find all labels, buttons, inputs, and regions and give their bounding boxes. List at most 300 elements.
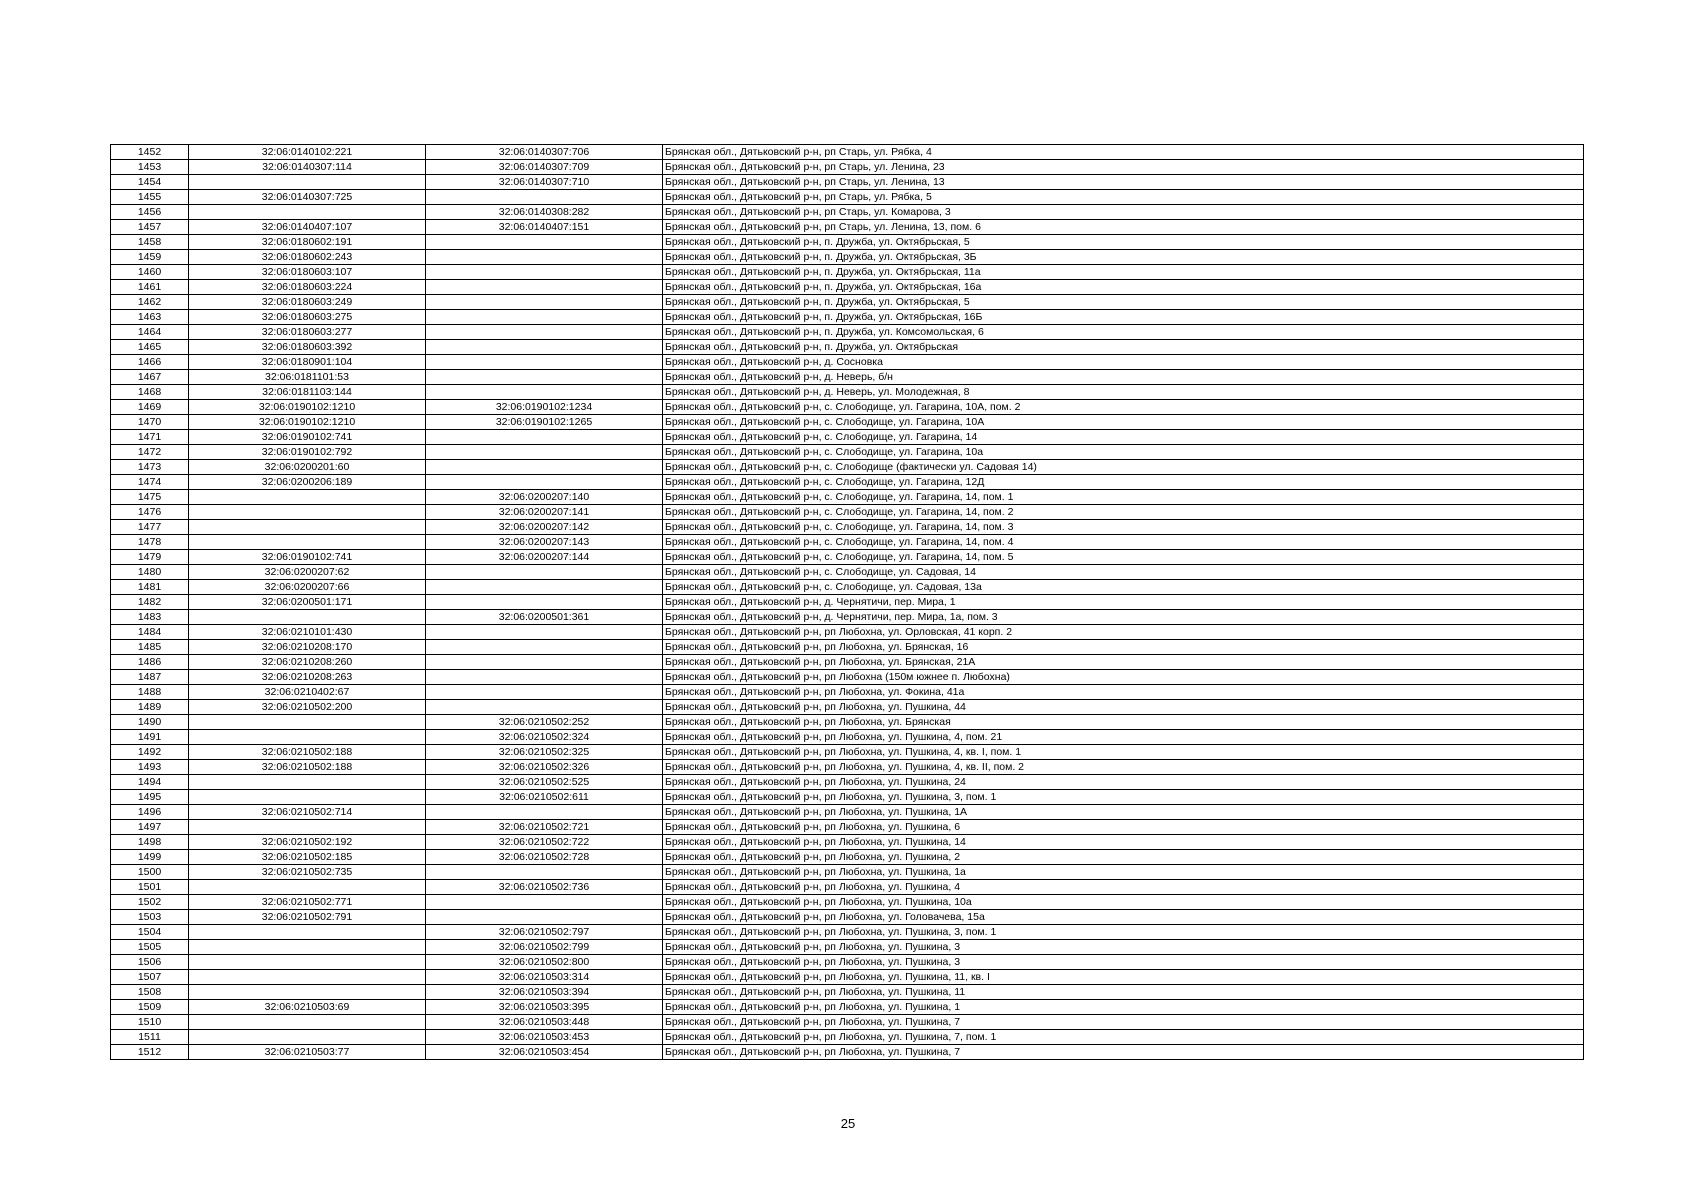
- object-cadastral-number-cell: 32:06:0210502:611: [426, 790, 663, 805]
- address-cell: Брянская обл., Дятьковский р-н, рп Любохна, ул. Фокина, 41а: [663, 685, 1584, 700]
- cadastral-number-cell: 32:06:0210502:192: [189, 835, 426, 850]
- register-table-body: [111, 145, 1584, 1060]
- cadastral-number-cell: [189, 505, 426, 520]
- address-cell: Брянская обл., Дятьковский р-н, рп Любохна, ул. Пушкина, 4, кв. II, пом. 2: [663, 760, 1584, 775]
- cadastral-number-cell: 32:06:0210502:714: [189, 805, 426, 820]
- cadastral-number-cell: [189, 970, 426, 985]
- cadastral-number-cell: [189, 775, 426, 790]
- address-cell: Брянская обл., Дятьковский р-н, рп Любохна, ул. Пушкина, 44: [663, 700, 1584, 715]
- row-number-cell: 1458: [111, 235, 189, 250]
- object-cadastral-number-cell: 32:06:0200207:142: [426, 520, 663, 535]
- object-cadastral-number-cell: [426, 700, 663, 715]
- cadastral-number-cell: 32:06:0140307:725: [189, 190, 426, 205]
- cadastral-number-cell: 32:06:0140407:107: [189, 220, 426, 235]
- object-cadastral-number-cell: 32:06:0200207:143: [426, 535, 663, 550]
- object-cadastral-number-cell: 32:06:0210502:721: [426, 820, 663, 835]
- cadastral-number-cell: 32:06:0190102:1210: [189, 400, 426, 415]
- object-cadastral-number-cell: 32:06:0210503:448: [426, 1015, 663, 1030]
- row-number-cell: 1475: [111, 490, 189, 505]
- cadastral-number-cell: 32:06:0210502:185: [189, 850, 426, 865]
- address-cell: Брянская обл., Дятьковский р-н, п. Дружба, ул. Комсомольская, 6: [663, 325, 1584, 340]
- object-cadastral-number-cell: 32:06:0140308:282: [426, 205, 663, 220]
- object-cadastral-number-cell: [426, 670, 663, 685]
- object-cadastral-number-cell: [426, 475, 663, 490]
- address-cell: Брянская обл., Дятьковский р-н, п. Дружба, ул. Октябрьская, 5: [663, 235, 1584, 250]
- object-cadastral-number-cell: [426, 295, 663, 310]
- object-cadastral-number-cell: [426, 310, 663, 325]
- table-row: [111, 685, 1584, 700]
- row-number-cell: 1468: [111, 385, 189, 400]
- object-cadastral-number-cell: [426, 805, 663, 820]
- address-cell: Брянская обл., Дятьковский р-н, рп Любохна, ул. Пушкина, 24: [663, 775, 1584, 790]
- object-cadastral-number-cell: 32:06:0210503:454: [426, 1045, 663, 1060]
- address-cell: Брянская обл., Дятьковский р-н, д. Чернятичи, пер. Мира, 1: [663, 595, 1584, 610]
- object-cadastral-number-cell: 32:06:0210503:395: [426, 1000, 663, 1015]
- row-number-cell: 1488: [111, 685, 189, 700]
- row-number-cell: 1485: [111, 640, 189, 655]
- object-cadastral-number-cell: 32:06:0210502:728: [426, 850, 663, 865]
- address-cell: Брянская обл., Дятьковский р-н, с. Слободище, ул. Гагарина, 14, пом. 1: [663, 490, 1584, 505]
- cadastral-number-cell: 32:06:0180603:275: [189, 310, 426, 325]
- object-cadastral-number-cell: [426, 625, 663, 640]
- address-cell: Брянская обл., Дятьковский р-н, п. Дружба, ул. Октябрьская: [663, 340, 1584, 355]
- address-cell: Брянская обл., Дятьковский р-н, рп Любохна, ул. Пушкина, 3: [663, 955, 1584, 970]
- table-row: [111, 625, 1584, 640]
- cadastral-number-cell: 32:06:0190102:1210: [189, 415, 426, 430]
- address-cell: Брянская обл., Дятьковский р-н, с. Слободище, ул. Садовая, 13а: [663, 580, 1584, 595]
- object-cadastral-number-cell: 32:06:0210502:797: [426, 925, 663, 940]
- address-cell: Брянская обл., Дятьковский р-н, рп Старь, ул. Ленина, 13: [663, 175, 1584, 190]
- table-row: [111, 475, 1584, 490]
- table-row: [111, 895, 1584, 910]
- table-row: [111, 325, 1584, 340]
- cadastral-number-cell: [189, 790, 426, 805]
- row-number-cell: 1501: [111, 880, 189, 895]
- table-row: [111, 370, 1584, 385]
- row-number-cell: 1487: [111, 670, 189, 685]
- row-number-cell: 1495: [111, 790, 189, 805]
- cadastral-number-cell: 32:06:0180603:224: [189, 280, 426, 295]
- cadastral-number-cell: 32:06:0180901:104: [189, 355, 426, 370]
- table-row: [111, 175, 1584, 190]
- object-cadastral-number-cell: [426, 685, 663, 700]
- table-row: [111, 835, 1584, 850]
- object-cadastral-number-cell: 32:06:0200207:144: [426, 550, 663, 565]
- object-cadastral-number-cell: 32:06:0200207:140: [426, 490, 663, 505]
- cadastral-number-cell: 32:06:0210101:430: [189, 625, 426, 640]
- cadastral-number-cell: 32:06:0180603:277: [189, 325, 426, 340]
- cadastral-number-cell: 32:06:0200207:62: [189, 565, 426, 580]
- object-cadastral-number-cell: 32:06:0210502:325: [426, 745, 663, 760]
- address-cell: Брянская обл., Дятьковский р-н, рп Любохна, ул. Орловская, 41 корп. 2: [663, 625, 1584, 640]
- row-number-cell: 1508: [111, 985, 189, 1000]
- cadastral-number-cell: 32:06:0190102:792: [189, 445, 426, 460]
- address-cell: Брянская обл., Дятьковский р-н, рп Любохна, ул. Пушкина, 2: [663, 850, 1584, 865]
- cadastral-number-cell: [189, 175, 426, 190]
- object-cadastral-number-cell: [426, 325, 663, 340]
- address-cell: Брянская обл., Дятьковский р-н, п. Дружба, ул. Октябрьская, 16Б: [663, 310, 1584, 325]
- table-row: [111, 970, 1584, 985]
- address-cell: Брянская обл., Дятьковский р-н, рп Любохна, ул. Пушкина, 4: [663, 880, 1584, 895]
- row-number-cell: 1459: [111, 250, 189, 265]
- cadastral-number-cell: [189, 940, 426, 955]
- row-number-cell: 1509: [111, 1000, 189, 1015]
- address-cell: Брянская обл., Дятьковский р-н, рп Любохна, ул. Пушкина, 1: [663, 1000, 1584, 1015]
- address-cell: Брянская обл., Дятьковский р-н, рп Любохна, ул. Пушкина, 7: [663, 1015, 1584, 1030]
- table-row: [111, 385, 1584, 400]
- object-cadastral-number-cell: [426, 250, 663, 265]
- address-cell: Брянская обл., Дятьковский р-н, рп Любохна, ул. Пушкина, 14: [663, 835, 1584, 850]
- address-cell: Брянская обл., Дятьковский р-н, д. Неверь, ул. Молодежная, 8: [663, 385, 1584, 400]
- row-number-cell: 1470: [111, 415, 189, 430]
- row-number-cell: 1500: [111, 865, 189, 880]
- address-cell: Брянская обл., Дятьковский р-н, с. Слободище, ул. Гагарина, 10А: [663, 415, 1584, 430]
- row-number-cell: 1465: [111, 340, 189, 355]
- row-number-cell: 1486: [111, 655, 189, 670]
- table-row: [111, 910, 1584, 925]
- object-cadastral-number-cell: [426, 280, 663, 295]
- table-row: [111, 550, 1584, 565]
- address-cell: Брянская обл., Дятьковский р-н, рп Любохна, ул. Пушкина, 7: [663, 1045, 1584, 1060]
- object-cadastral-number-cell: [426, 430, 663, 445]
- object-cadastral-number-cell: [426, 460, 663, 475]
- cadastral-number-cell: 32:06:0140307:114: [189, 160, 426, 175]
- row-number-cell: 1479: [111, 550, 189, 565]
- table-row: [111, 670, 1584, 685]
- address-cell: Брянская обл., Дятьковский р-н, рп Старь, ул. Ленина, 13, пом. 6: [663, 220, 1584, 235]
- cadastral-number-cell: 32:06:0200501:171: [189, 595, 426, 610]
- object-cadastral-number-cell: 32:06:0210502:800: [426, 955, 663, 970]
- table-row: [111, 700, 1584, 715]
- table-row: [111, 580, 1584, 595]
- row-number-cell: 1457: [111, 220, 189, 235]
- cadastral-number-cell: 32:06:0180603:107: [189, 265, 426, 280]
- address-cell: Брянская обл., Дятьковский р-н, рп Любохна, ул. Пушкина, 6: [663, 820, 1584, 835]
- table-row: [111, 775, 1584, 790]
- object-cadastral-number-cell: 32:06:0210503:314: [426, 970, 663, 985]
- table-row: [111, 805, 1584, 820]
- table-row: [111, 265, 1584, 280]
- address-cell: Брянская обл., Дятьковский р-н, с. Слободище, ул. Садовая, 14: [663, 565, 1584, 580]
- row-number-cell: 1490: [111, 715, 189, 730]
- table-row: [111, 565, 1584, 580]
- row-number-cell: 1497: [111, 820, 189, 835]
- cadastral-number-cell: [189, 820, 426, 835]
- address-cell: Брянская обл., Дятьковский р-н, с. Слободище, ул. Гагарина, 14, пом. 4: [663, 535, 1584, 550]
- cadastral-number-cell: 32:06:0200206:189: [189, 475, 426, 490]
- address-cell: Брянская обл., Дятьковский р-н, рп Любохна, ул. Пушкина, 11: [663, 985, 1584, 1000]
- cadastral-number-cell: 32:06:0181101:53: [189, 370, 426, 385]
- address-cell: Брянская обл., Дятьковский р-н, с. Слободище, ул. Гагарина, 14, пом. 5: [663, 550, 1584, 565]
- object-cadastral-number-cell: 32:06:0210502:736: [426, 880, 663, 895]
- row-number-cell: 1510: [111, 1015, 189, 1030]
- row-number-cell: 1472: [111, 445, 189, 460]
- table-row: [111, 715, 1584, 730]
- object-cadastral-number-cell: [426, 235, 663, 250]
- address-cell: Брянская обл., Дятьковский р-н, с. Слободище, ул. Гагарина, 12Д: [663, 475, 1584, 490]
- table-row: [111, 1045, 1584, 1060]
- object-cadastral-number-cell: [426, 385, 663, 400]
- row-number-cell: 1507: [111, 970, 189, 985]
- address-cell: Брянская обл., Дятьковский р-н, п. Дружба, ул. Октябрьская, 16а: [663, 280, 1584, 295]
- object-cadastral-number-cell: 32:06:0200207:141: [426, 505, 663, 520]
- row-number-cell: 1462: [111, 295, 189, 310]
- object-cadastral-number-cell: 32:06:0210502:252: [426, 715, 663, 730]
- table-row: [111, 1000, 1584, 1015]
- object-cadastral-number-cell: 32:06:0210502:525: [426, 775, 663, 790]
- address-cell: Брянская обл., Дятьковский р-н, рп Любохна, ул. Брянская, 21А: [663, 655, 1584, 670]
- table-row: [111, 220, 1584, 235]
- cadastral-number-cell: [189, 205, 426, 220]
- object-cadastral-number-cell: 32:06:0140307:710: [426, 175, 663, 190]
- table-row: [111, 1030, 1584, 1045]
- table-row: [111, 355, 1584, 370]
- row-number-cell: 1493: [111, 760, 189, 775]
- table-row: [111, 985, 1584, 1000]
- row-number-cell: 1504: [111, 925, 189, 940]
- object-cadastral-number-cell: 32:06:0140407:151: [426, 220, 663, 235]
- table-row: [111, 790, 1584, 805]
- cadastral-number-cell: 32:06:0210502:735: [189, 865, 426, 880]
- cadastral-number-cell: 32:06:0180602:243: [189, 250, 426, 265]
- object-cadastral-number-cell: 32:06:0190102:1265: [426, 415, 663, 430]
- cadastral-number-cell: [189, 535, 426, 550]
- address-cell: Брянская обл., Дятьковский р-н, рп Любохна, ул. Пушкина, 3, пом. 1: [663, 790, 1584, 805]
- object-cadastral-number-cell: [426, 355, 663, 370]
- table-row: [111, 610, 1584, 625]
- row-number-cell: 1473: [111, 460, 189, 475]
- address-cell: Брянская обл., Дятьковский р-н, рп Любохна, ул. Пушкина, 7, пом. 1: [663, 1030, 1584, 1045]
- row-number-cell: 1512: [111, 1045, 189, 1060]
- property-register-table: [110, 144, 1584, 1060]
- table-row: [111, 400, 1584, 415]
- object-cadastral-number-cell: [426, 190, 663, 205]
- table-row: [111, 460, 1584, 475]
- table-row: [111, 640, 1584, 655]
- object-cadastral-number-cell: [426, 910, 663, 925]
- table-row: [111, 520, 1584, 535]
- table-row: [111, 160, 1584, 175]
- address-cell: Брянская обл., Дятьковский р-н, с. Слободище (фактически ул. Садовая 14): [663, 460, 1584, 475]
- address-cell: Брянская обл., Дятьковский р-н, рп Любохна, ул. Пушкина, 4, кв. I, пом. 1: [663, 745, 1584, 760]
- cadastral-number-cell: [189, 880, 426, 895]
- row-number-cell: 1460: [111, 265, 189, 280]
- address-cell: Брянская обл., Дятьковский р-н, рп Любохна, ул. Брянская, 16: [663, 640, 1584, 655]
- cadastral-number-cell: 32:06:0140102:221: [189, 145, 426, 160]
- table-row: [111, 850, 1584, 865]
- cadastral-number-cell: 32:06:0210402:67: [189, 685, 426, 700]
- address-cell: Брянская обл., Дятьковский р-н, рп Любохна, ул. Пушкина, 1А: [663, 805, 1584, 820]
- table-row: [111, 205, 1584, 220]
- object-cadastral-number-cell: [426, 265, 663, 280]
- row-number-cell: 1469: [111, 400, 189, 415]
- row-number-cell: 1482: [111, 595, 189, 610]
- table-row: [111, 880, 1584, 895]
- row-number-cell: 1477: [111, 520, 189, 535]
- row-number-cell: 1476: [111, 505, 189, 520]
- object-cadastral-number-cell: [426, 565, 663, 580]
- row-number-cell: 1453: [111, 160, 189, 175]
- address-cell: Брянская обл., Дятьковский р-н, рп Любохна, ул. Пушкина, 3: [663, 940, 1584, 955]
- row-number-cell: 1474: [111, 475, 189, 490]
- cadastral-number-cell: 32:06:0210503:77: [189, 1045, 426, 1060]
- table-row: [111, 745, 1584, 760]
- object-cadastral-number-cell: 32:06:0140307:709: [426, 160, 663, 175]
- row-number-cell: 1461: [111, 280, 189, 295]
- table-row: [111, 190, 1584, 205]
- row-number-cell: 1484: [111, 625, 189, 640]
- object-cadastral-number-cell: 32:06:0210502:799: [426, 940, 663, 955]
- table-row: [111, 310, 1584, 325]
- row-number-cell: 1478: [111, 535, 189, 550]
- cadastral-number-cell: 32:06:0210502:188: [189, 745, 426, 760]
- row-number-cell: 1464: [111, 325, 189, 340]
- table-row: [111, 505, 1584, 520]
- row-number-cell: 1511: [111, 1030, 189, 1045]
- object-cadastral-number-cell: [426, 340, 663, 355]
- object-cadastral-number-cell: [426, 370, 663, 385]
- address-cell: Брянская обл., Дятьковский р-н, с. Слободище, ул. Гагарина, 10а: [663, 445, 1584, 460]
- row-number-cell: 1506: [111, 955, 189, 970]
- row-number-cell: 1481: [111, 580, 189, 595]
- cadastral-number-cell: [189, 1015, 426, 1030]
- row-number-cell: 1499: [111, 850, 189, 865]
- object-cadastral-number-cell: [426, 640, 663, 655]
- address-cell: Брянская обл., Дятьковский р-н, рп Старь, ул. Комарова, 3: [663, 205, 1584, 220]
- cadastral-number-cell: 32:06:0210502:791: [189, 910, 426, 925]
- object-cadastral-number-cell: 32:06:0210503:394: [426, 985, 663, 1000]
- table-row: [111, 250, 1584, 265]
- address-cell: Брянская обл., Дятьковский р-н, рп Любохна, ул. Пушкина, 3, пом. 1: [663, 925, 1584, 940]
- row-number-cell: 1496: [111, 805, 189, 820]
- row-number-cell: 1471: [111, 430, 189, 445]
- address-cell: Брянская обл., Дятьковский р-н, рп Любохна, ул. Пушкина, 10а: [663, 895, 1584, 910]
- table-row: [111, 295, 1584, 310]
- object-cadastral-number-cell: 32:06:0210502:722: [426, 835, 663, 850]
- table-row: [111, 235, 1584, 250]
- table-row: [111, 820, 1584, 835]
- row-number-cell: 1456: [111, 205, 189, 220]
- table-row: [111, 490, 1584, 505]
- object-cadastral-number-cell: [426, 865, 663, 880]
- table-row: [111, 730, 1584, 745]
- address-cell: Брянская обл., Дятьковский р-н, с. Слободище, ул. Гагарина, 14: [663, 430, 1584, 445]
- object-cadastral-number-cell: 32:06:0210502:326: [426, 760, 663, 775]
- address-cell: Брянская обл., Дятьковский р-н, п. Дружба, ул. Октябрьская, 11а: [663, 265, 1584, 280]
- address-cell: Брянская обл., Дятьковский р-н, с. Слободище, ул. Гагарина, 14, пом. 3: [663, 520, 1584, 535]
- address-cell: Брянская обл., Дятьковский р-н, рп Любохна, ул. Головачева, 15а: [663, 910, 1584, 925]
- address-cell: Брянская обл., Дятьковский р-н, д. Чернятичи, пер. Мира, 1а, пом. 3: [663, 610, 1584, 625]
- object-cadastral-number-cell: 32:06:0190102:1234: [426, 400, 663, 415]
- table-row: [111, 760, 1584, 775]
- row-number-cell: 1455: [111, 190, 189, 205]
- address-cell: Брянская обл., Дятьковский р-н, с. Слободище, ул. Гагарина, 10А, пом. 2: [663, 400, 1584, 415]
- address-cell: Брянская обл., Дятьковский р-н, рп Любохна (150м южнее п. Любохна): [663, 670, 1584, 685]
- address-cell: Брянская обл., Дятьковский р-н, д. Неверь, б/н: [663, 370, 1584, 385]
- cadastral-number-cell: [189, 730, 426, 745]
- object-cadastral-number-cell: 32:06:0210503:453: [426, 1030, 663, 1045]
- table-row: [111, 865, 1584, 880]
- row-number-cell: 1494: [111, 775, 189, 790]
- row-number-cell: 1489: [111, 700, 189, 715]
- table-row: [111, 940, 1584, 955]
- table-row: [111, 955, 1584, 970]
- cadastral-number-cell: [189, 955, 426, 970]
- object-cadastral-number-cell: [426, 595, 663, 610]
- cadastral-number-cell: 32:06:0210208:260: [189, 655, 426, 670]
- cadastral-number-cell: 32:06:0210502:188: [189, 760, 426, 775]
- table-row: [111, 280, 1584, 295]
- row-number-cell: 1466: [111, 355, 189, 370]
- object-cadastral-number-cell: 32:06:0200501:361: [426, 610, 663, 625]
- row-number-cell: 1452: [111, 145, 189, 160]
- table-row: [111, 430, 1584, 445]
- row-number-cell: 1467: [111, 370, 189, 385]
- cadastral-number-cell: 32:06:0210208:170: [189, 640, 426, 655]
- row-number-cell: 1454: [111, 175, 189, 190]
- address-cell: Брянская обл., Дятьковский р-н, рп Любохна, ул. Пушкина, 1а: [663, 865, 1584, 880]
- row-number-cell: 1492: [111, 745, 189, 760]
- table-row: [111, 535, 1584, 550]
- row-number-cell: 1505: [111, 940, 189, 955]
- cadastral-number-cell: 32:06:0180603:249: [189, 295, 426, 310]
- object-cadastral-number-cell: [426, 655, 663, 670]
- row-number-cell: 1491: [111, 730, 189, 745]
- address-cell: Брянская обл., Дятьковский р-н, п. Дружба, ул. Октябрьская, 5: [663, 295, 1584, 310]
- row-number-cell: 1480: [111, 565, 189, 580]
- table-row: [111, 655, 1584, 670]
- row-number-cell: 1503: [111, 910, 189, 925]
- cadastral-number-cell: [189, 985, 426, 1000]
- cadastral-number-cell: [189, 610, 426, 625]
- object-cadastral-number-cell: [426, 895, 663, 910]
- cadastral-number-cell: [189, 520, 426, 535]
- address-cell: Брянская обл., Дятьковский р-н, рп Любохна, ул. Пушкина, 4, пом. 21: [663, 730, 1584, 745]
- cadastral-number-cell: [189, 490, 426, 505]
- row-number-cell: 1463: [111, 310, 189, 325]
- address-cell: Брянская обл., Дятьковский р-н, д. Сосновка: [663, 355, 1584, 370]
- address-cell: Брянская обл., Дятьковский р-н, рп Любохна, ул. Брянская: [663, 715, 1584, 730]
- cadastral-number-cell: 32:06:0200207:66: [189, 580, 426, 595]
- object-cadastral-number-cell: 32:06:0210502:324: [426, 730, 663, 745]
- table-row: [111, 1015, 1584, 1030]
- cadastral-number-cell: 32:06:0210208:263: [189, 670, 426, 685]
- table-row: [111, 595, 1584, 610]
- table-row: [111, 145, 1584, 160]
- row-number-cell: 1498: [111, 835, 189, 850]
- row-number-cell: 1502: [111, 895, 189, 910]
- address-cell: Брянская обл., Дятьковский р-н, рп Старь, ул. Рябка, 4: [663, 145, 1584, 160]
- address-cell: Брянская обл., Дятьковский р-н, рп Старь, ул. Ленина, 23: [663, 160, 1584, 175]
- table-row: [111, 415, 1584, 430]
- object-cadastral-number-cell: 32:06:0140307:706: [426, 145, 663, 160]
- cadastral-number-cell: [189, 925, 426, 940]
- object-cadastral-number-cell: [426, 580, 663, 595]
- cadastral-number-cell: 32:06:0190102:741: [189, 550, 426, 565]
- address-cell: Брянская обл., Дятьковский р-н, рп Любохна, ул. Пушкина, 11, кв. I: [663, 970, 1584, 985]
- row-number-cell: 1483: [111, 610, 189, 625]
- cadastral-number-cell: 32:06:0180602:191: [189, 235, 426, 250]
- cadastral-number-cell: 32:06:0210502:200: [189, 700, 426, 715]
- cadastral-number-cell: [189, 1030, 426, 1045]
- address-cell: Брянская обл., Дятьковский р-н, п. Дружба, ул. Октябрьская, 3Б: [663, 250, 1584, 265]
- page-number: 25: [840, 1116, 856, 1131]
- cadastral-number-cell: [189, 715, 426, 730]
- address-cell: Брянская обл., Дятьковский р-н, с. Слободище, ул. Гагарина, 14, пом. 2: [663, 505, 1584, 520]
- table-row: [111, 445, 1584, 460]
- cadastral-number-cell: 32:06:0210502:771: [189, 895, 426, 910]
- cadastral-number-cell: 32:06:0200201:60: [189, 460, 426, 475]
